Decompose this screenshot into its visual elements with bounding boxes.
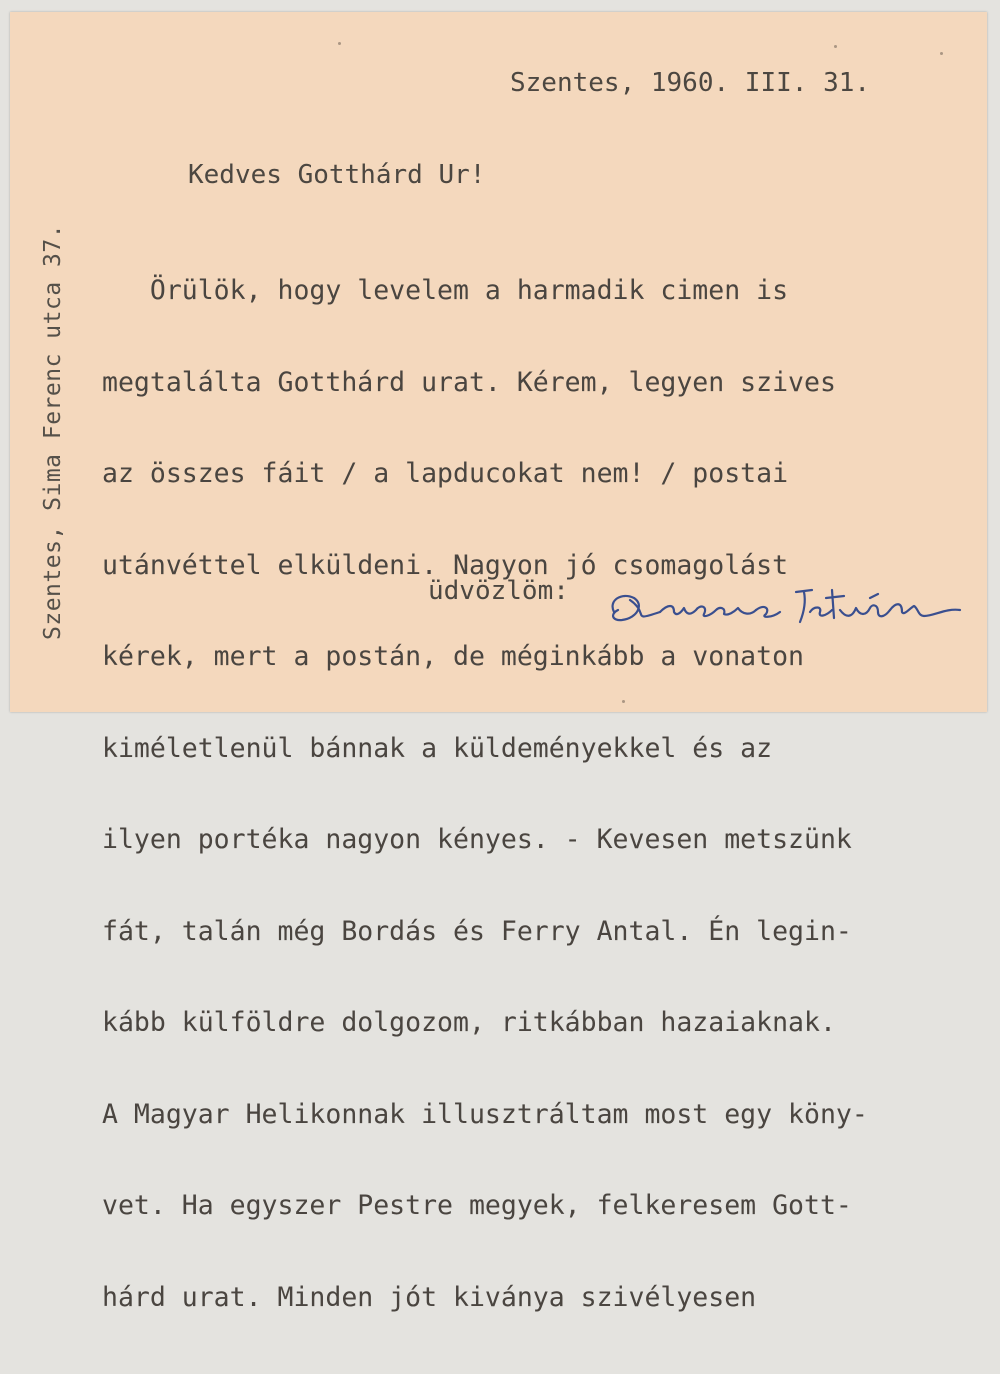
- body-line: megtalálta Gotthárd urat. Kérem, legyen szives: [102, 366, 836, 398]
- ink-speck: [940, 52, 943, 55]
- closing: üdvözlöm:: [428, 576, 569, 606]
- body-line: A Magyar Helikonnak illusztráltam most egy köny-: [102, 1098, 868, 1130]
- body-line: kiméletlenül bánnak a küldeményekkel és az: [102, 732, 773, 764]
- body-line: az összes fáit / a lapducokat nem! / postai: [102, 458, 789, 489]
- handwritten-signature: [600, 578, 970, 628]
- body-line: hárd urat. Minden jót kiványa szivélyesen: [102, 1281, 757, 1313]
- body-line: Örülök, hogy levelem a harmadik cimen is: [102, 275, 789, 306]
- body-line: kább külföldre dolgozom, ritkábban hazaiaknak.: [102, 1007, 836, 1038]
- salutation: Kedves Gotthárd Ur!: [188, 160, 486, 190]
- date-line: Szentes, 1960. III. 31.: [510, 68, 871, 98]
- sender-address: Szentes, Sima Ferenc utca 37.: [40, 223, 66, 640]
- body-line: ilyen portéka nagyon kényes. - Kevesen metszünk: [102, 824, 852, 855]
- body-line: utánvéttel elküldeni. Nagyon jó csomagolást: [102, 549, 789, 581]
- body-line: fát, talán még Bordás és Ferry Antal. Én legin-: [102, 915, 852, 947]
- ink-speck: [834, 45, 837, 48]
- ink-speck: [338, 42, 341, 45]
- body-line: vet. Ha egyszer Pestre megyek, felkeresem Gott-: [102, 1190, 852, 1221]
- letter-body: [102, 215, 868, 1374]
- body-line: kérek, mert a postán, de méginkább a vonaton: [102, 641, 804, 672]
- postcard: [10, 12, 987, 1313]
